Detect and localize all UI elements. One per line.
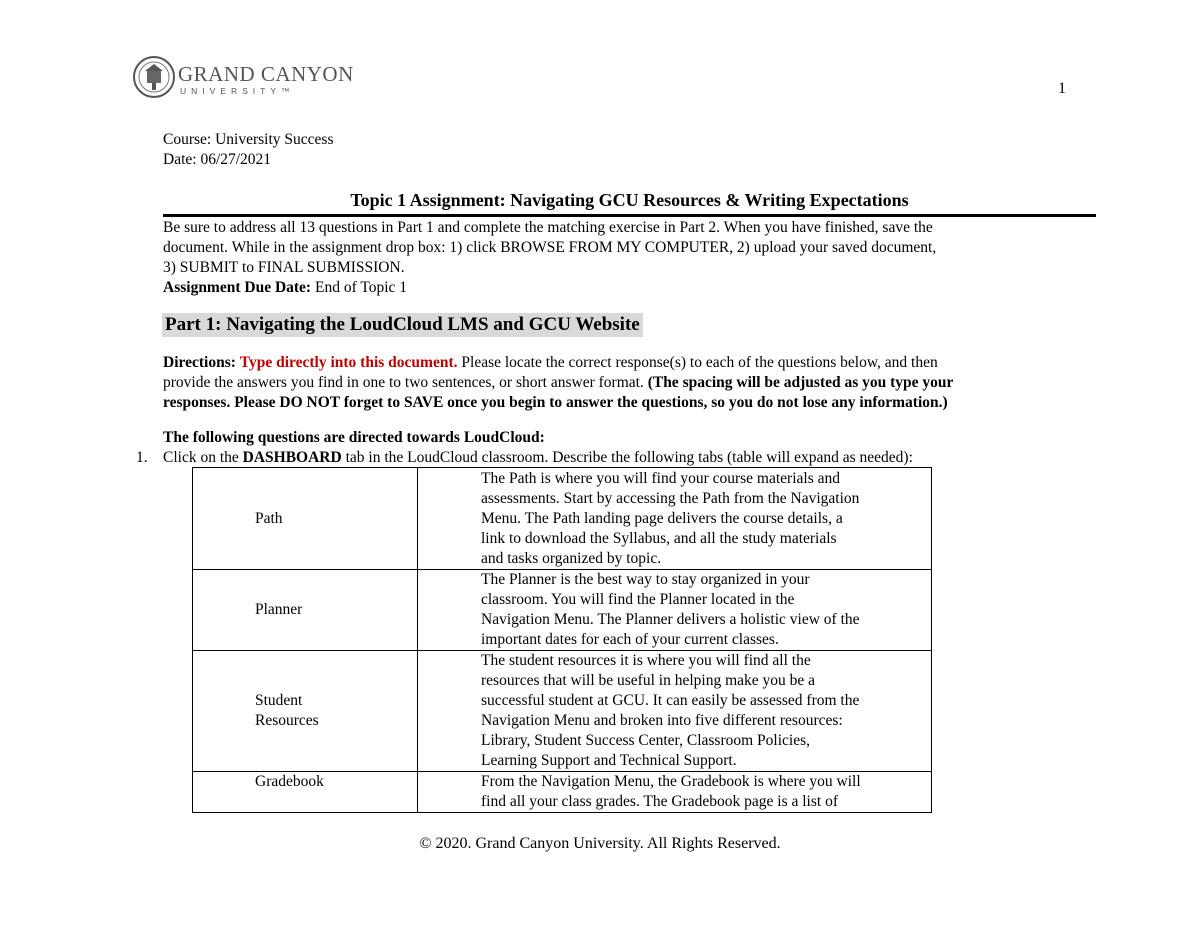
directions-line3-bold: responses. Please DO NOT forget to SAVE once you begin to answer the questions, so you do not lose any information. [163,394,943,411]
table-row [193,468,932,570]
answer-line: The Path is where you will find your course materials and [481,469,840,487]
table-row [193,570,932,651]
table-label-cell: Gradebook [193,772,418,813]
answer-line: important dates for each of your current classes. [481,631,779,648]
table-answer-cell [418,651,932,772]
directions-line1-rest: Please locate the correct response(s) to each of the questions below, and then [457,354,938,371]
answer-line: resources that will be useful in helping make you be a [481,672,816,689]
question-1-number: 1. [136,449,148,466]
table-label-cell: Path [193,468,418,570]
due-date-value: End of Topic 1 [311,279,408,296]
intro-line-2: document. While in the assignment drop box: 1) click BROWSE FROM MY COMPUTER, 2) upload your saved document, [163,239,937,256]
question-1-bold: DASHBOARD [242,449,342,466]
university-logo [132,55,354,101]
question-1-pre: Click on the [163,449,243,466]
answer-line: successful student at GCU. It can easily be assessed from the [481,692,860,709]
answer-line: link to download the Syllabus, and all the study materials [481,529,837,547]
directions-line2-bold: (The spacing will be adjusted as you type your [647,374,954,391]
answer-line: Navigation Menu and broken into five different resources: [481,712,843,729]
table-row [193,772,932,813]
directions-red-text: Type directly into this document. [239,354,458,371]
table-row [193,651,932,772]
table-label-cell: Planner [193,570,418,651]
date-line: Date: 06/27/2021 [163,151,272,168]
answer-line: classroom. You will find the Planner located in the [481,591,795,608]
question-1-text [163,448,913,468]
answer-line: Library, Student Success Center, Classroom Policies, [481,732,810,749]
answer-line: The Planner is the best way to stay organized in your [481,571,810,588]
label-line: Student [255,692,303,709]
directions-line-2 [163,373,953,393]
dashboard-tabs-table [192,467,932,813]
table-answer-cell [418,570,932,651]
table-answer-cell [418,468,932,570]
table-label-cell [193,651,418,772]
logo-wordmark: GRAND CANYON [178,62,354,86]
page-title: Topic 1 Assignment: Navigating GCU Resources & Writing Expectations [350,190,909,210]
part1-heading: Part 1: Navigating the LoudCloud LMS and GCU Website [162,313,643,337]
answer-line: From the Navigation Menu, the Gradebook is where you will [481,773,861,790]
directions-line3-end: ) [942,394,948,411]
answer-line: The student resources it is where you will find all the [481,652,811,669]
university-seal-icon [132,55,176,99]
answer-line: Learning Support and Technical Support. [481,752,737,769]
loudcloud-heading: The following questions are directed towards LoudCloud: [163,429,545,446]
page-number: 1 [1058,80,1066,97]
question-1-post: tab in the LoudCloud classroom. Describe the following tabs (table will expand as needed): [341,449,913,466]
table-answer-cell [418,772,932,813]
logo-subtitle: UNIVERSITY™ [180,86,295,96]
course-line: Course: University Success [163,131,334,148]
directions-line2-plain: provide the answers you find in one to two sentences, or short answer format. [163,374,648,391]
due-date-label: Assignment Due Date: [163,279,312,296]
directions-label: Directions: [163,354,236,371]
answer-line: Navigation Menu. The Planner delivers a holistic view of the [481,611,860,628]
title-rule [163,214,1096,217]
answer-line: and tasks organized by topic. [481,549,662,567]
answer-line: Menu. The Path landing page delivers the course details, a [481,509,843,527]
label-line: Resources [255,712,319,729]
intro-line-3: 3) SUBMIT to FINAL SUBMISSION. [163,259,405,276]
due-date-line [163,278,407,298]
copyright-footer: © 2020. Grand Canyon University. All Rights Reserved. [419,835,781,852]
intro-line-1: Be sure to address all 13 questions in Part 1 and complete the matching exercise in Part 2. When you have finished, save the [163,219,933,236]
answer-line: find all your class grades. The Gradebook page is a list of [481,793,838,810]
directions-line-3 [163,393,948,413]
directions-line-1 [163,353,938,373]
answer-line: assessments. Start by accessing the Path from the Navigation [481,489,860,507]
